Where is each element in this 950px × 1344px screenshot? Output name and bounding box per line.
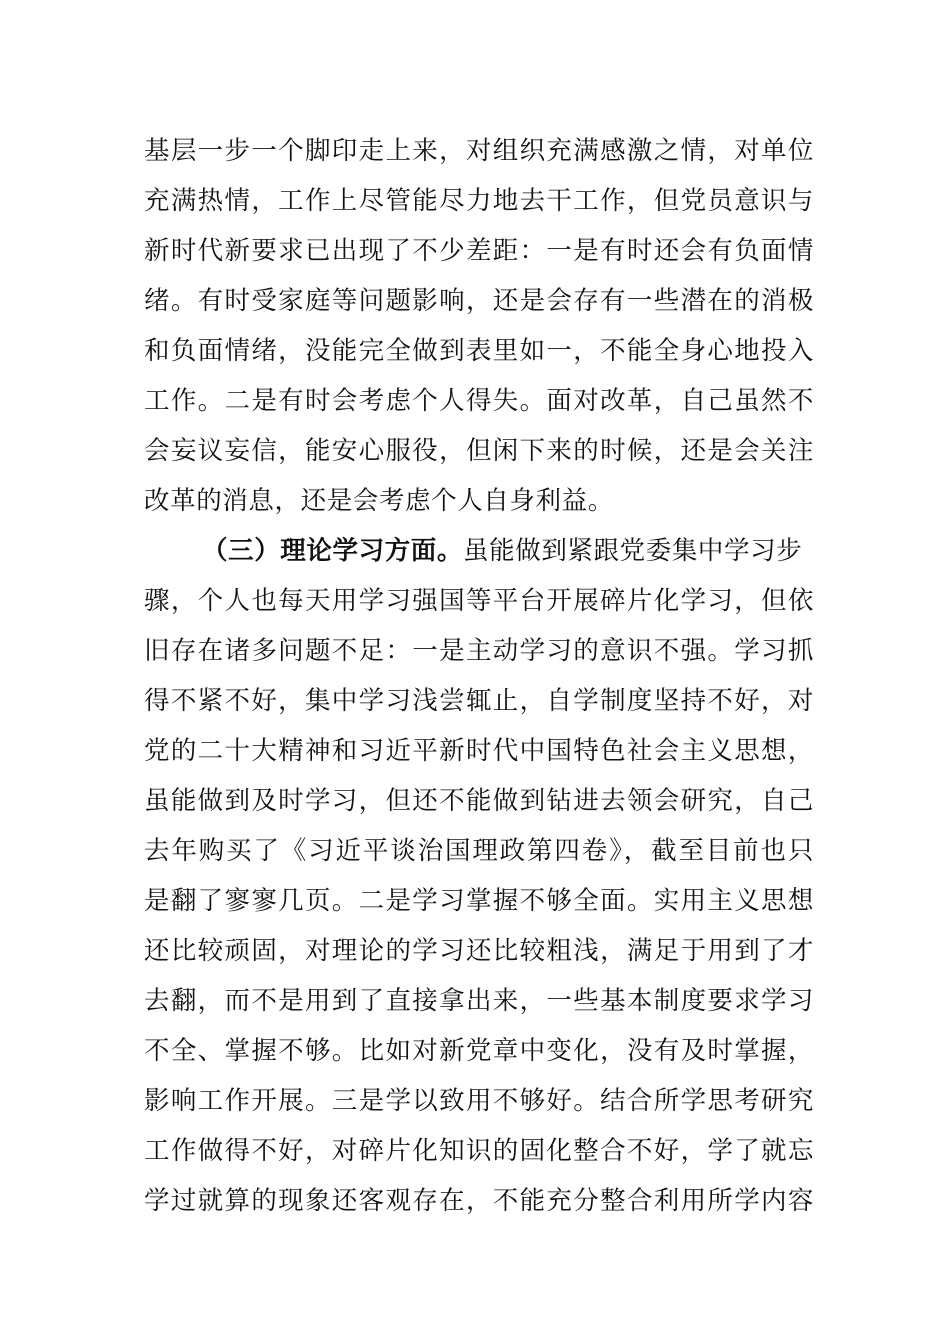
text-line: 改革的消息，还是会考虑个人自身利益。 bbox=[144, 486, 614, 516]
heading-followup-text: 虽能做到紧跟党委集中学习步 bbox=[463, 536, 803, 566]
document-page bbox=[144, 126, 814, 1226]
text-line: 不全、掌握不够。比如对新党章中变化，没有及时掌握， bbox=[144, 1036, 814, 1066]
text-line: 旧存在诸多问题不足：一是主动学习的意识不强。学习抓 bbox=[144, 636, 814, 666]
paragraph-continuation bbox=[144, 126, 814, 526]
text-line: 工作。二是有时会考虑个人得失。面对改革，自己虽然不 bbox=[144, 386, 814, 416]
text-line: 绪。有时受家庭等问题影响，还是会存有一些潜在的消极 bbox=[144, 286, 814, 316]
text-line: 去翻，而不是用到了直接拿出来，一些基本制度要求学习 bbox=[144, 986, 814, 1016]
text-line: 还比较顽固，对理论的学习还比较粗浅，满足于用到了才 bbox=[144, 936, 814, 966]
text-line: 和负面情绪，没能完全做到表里如一，不能全身心地投入 bbox=[144, 336, 814, 366]
text-line: 基层一步一个脚印走上来，对组织充满感激之情，对单位 bbox=[144, 136, 814, 166]
section-heading: （三）理论学习方面。 bbox=[202, 536, 464, 566]
text-line: 充满热情，工作上尽管能尽力地去干工作，但党员意识与 bbox=[144, 186, 814, 216]
text-line: 是翻了寥寥几页。二是学习掌握不够全面。实用主义思想 bbox=[144, 886, 814, 916]
text-line: 去年购买了《习近平谈治国理政第四卷》，截至目前也只 bbox=[144, 836, 814, 866]
text-line: 骤，个人也每天用学习强国等平台开展碎片化学习，但依 bbox=[144, 586, 814, 616]
text-line: 影响工作开展。三是学以致用不够好。结合所学思考研究 bbox=[144, 1086, 814, 1116]
text-line: 学过就算的现象还客观存在，不能充分整合利用所学内容 bbox=[144, 1186, 814, 1216]
text-line: 党的二十大精神和习近平新时代中国特色社会主义思想， bbox=[144, 736, 814, 766]
text-line: 虽能做到及时学习，但还不能做到钻进去领会研究，自己 bbox=[144, 786, 814, 816]
paragraph-first-line bbox=[144, 526, 814, 576]
text-line: 工作做得不好，对碎片化知识的固化整合不好，学了就忘 bbox=[144, 1136, 814, 1166]
text-line: 得不紧不好，集中学习浅尝辄止，自学制度坚持不好，对 bbox=[144, 686, 814, 716]
paragraph-theory-study bbox=[144, 526, 814, 1226]
text-line: 新时代新要求已出现了不少差距：一是有时还会有负面情 bbox=[144, 236, 814, 266]
text-line: 会妄议妄信，能安心服役，但闲下来的时候，还是会关注 bbox=[144, 436, 814, 466]
